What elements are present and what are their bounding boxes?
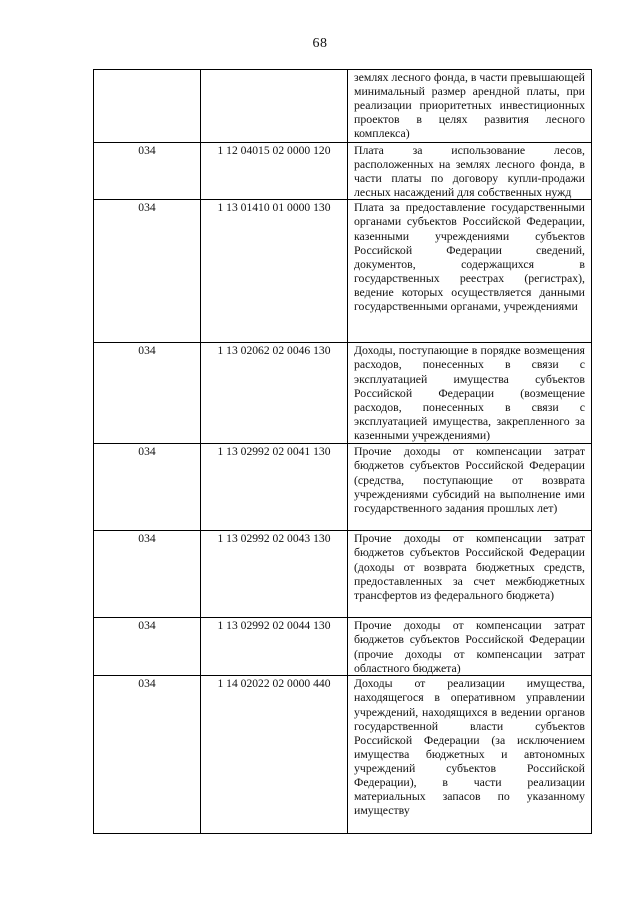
description-cell (348, 444, 592, 531)
kbk-code-cell: 1 13 02992 02 0043 130 (201, 531, 348, 618)
kbk-code-cell: 1 13 02992 02 0044 130 (201, 618, 348, 676)
admin-code-cell: 034 (94, 531, 201, 618)
admin-code-cell: 034 (94, 618, 201, 676)
kbk-code-cell: 1 12 04015 02 0000 120 (201, 143, 348, 200)
description-cell (348, 200, 592, 343)
admin-code-cell: 034 (94, 444, 201, 531)
page-number: 68 (312, 36, 328, 51)
table-row (94, 676, 592, 834)
kbk-code-cell: 1 13 02992 02 0041 130 (201, 444, 348, 531)
description-cell (348, 618, 592, 676)
description-cell (348, 70, 592, 143)
admin-code-cell: 034 (94, 343, 201, 444)
table-row (94, 143, 592, 200)
description-cell (348, 531, 592, 618)
table-row (94, 618, 592, 676)
table-row (94, 70, 592, 143)
description-text: Прочие доходы от компенсации затрат бюджетов субъектов Российской Федерации (средства, поступающие от возврата учреждениями субсидий на выполнение ими государственного задания прошлых лет) (354, 444, 585, 515)
kbk-code-cell: 1 14 02022 02 0000 440 (201, 676, 348, 834)
table-row (94, 531, 592, 618)
table-row (94, 444, 592, 531)
table-row (94, 200, 592, 343)
description-cell (348, 676, 592, 834)
table-row (94, 343, 592, 444)
admin-code-cell: 034 (94, 200, 201, 343)
kbk-code-cell (201, 70, 348, 143)
description-text: Прочие доходы от компенсации затрат бюджетов субъектов Российской Федерации (прочие доходы от компенсации затрат областного бюджета) (354, 618, 585, 675)
description-text: Прочие доходы от компенсации затрат бюджетов субъектов Российской Федерации (доходы от возврата бюджетных средств, предоставленных за счет межбюджетных трансфертов из федерального бюджета) (354, 531, 585, 602)
admin-code-cell (94, 70, 201, 143)
description-text: Плата за предоставление государственными органами субъектов Российской Федерации, казенными учреждениями субъектов Российской Федерации сведений, документов, содержащихся в государственных реестрах (регистрах), ведение которых осуществляется данными государственными органами, учреждениями (354, 200, 585, 314)
description-cell (348, 343, 592, 444)
description-text: Плата за использование лесов, расположенных на землях лесного фонда, в части платы по договору купли-продажи лесных насаждений для собственных нужд (354, 143, 585, 200)
kbk-code-cell: 1 13 01410 01 0000 130 (201, 200, 348, 343)
description-cell (348, 143, 592, 200)
revenue-classification-table (93, 69, 592, 834)
kbk-code-cell: 1 13 02062 02 0046 130 (201, 343, 348, 444)
admin-code-cell: 034 (94, 676, 201, 834)
description-text: землях лесного фонда, в части превышающей минимальный размер арендной платы, при реализации приоритетных инвестиционных проектов в целях развития лесного комплекса) (354, 70, 585, 141)
description-text: Доходы, поступающие в порядке возмещения расходов, понесенных в связи с эксплуатацией имущества субъектов Российской Федерации (возмещение расходов, понесенных в связи с эксплуатацией имущества, закрепленного за казенными учреждениями) (354, 343, 585, 442)
admin-code-cell: 034 (94, 143, 201, 200)
description-text: Доходы от реализации имущества, находящегося в оперативном управлении учреждений, находящихся в ведении органов государственной власти субъектов Российской Федерации (за исключением имущества бюджетных и автономных учреждений субъектов Российской Федерации), в части реализации материальных запасов по указанному имуществу (354, 676, 585, 818)
